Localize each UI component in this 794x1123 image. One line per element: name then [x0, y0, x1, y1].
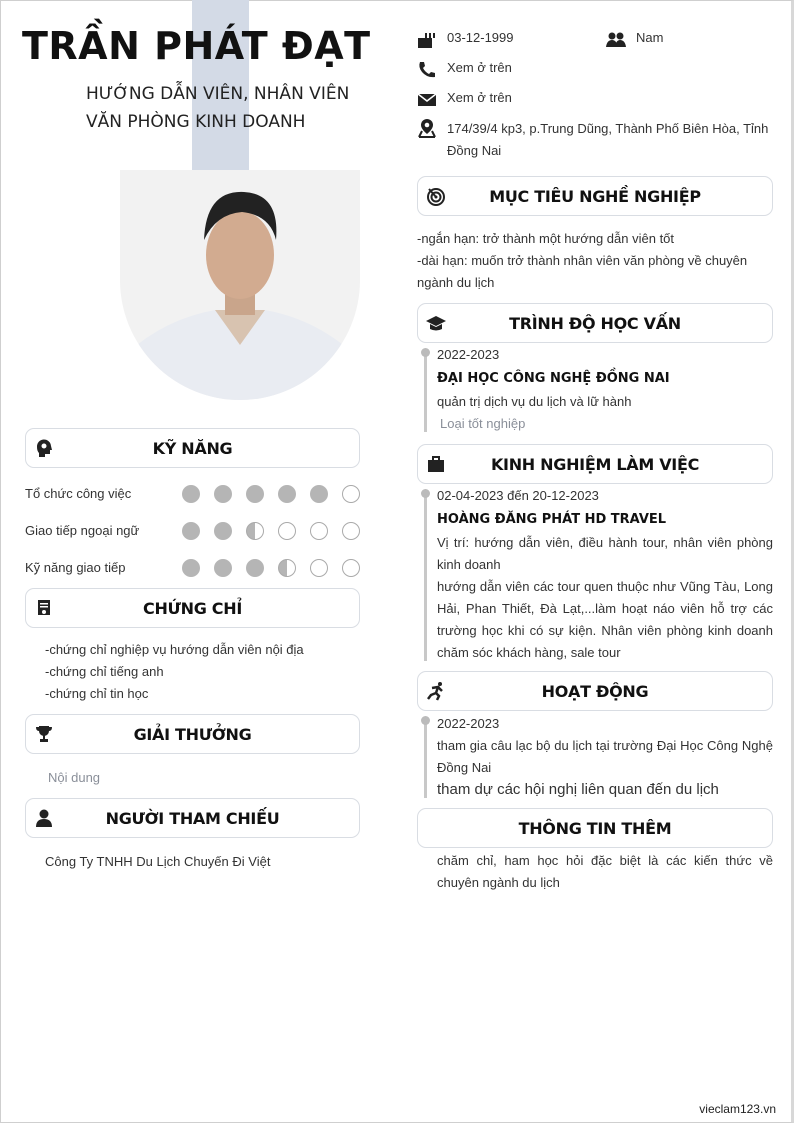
awards-content: Nội dung [48, 770, 101, 785]
section-header-activities [417, 671, 773, 711]
section-header-education [417, 303, 773, 343]
timeline-line [424, 720, 427, 798]
phone-field [417, 60, 512, 80]
skill-rating-dot [182, 522, 200, 540]
envelope-icon [417, 90, 437, 110]
section-title: GIẢI THƯỞNG [133, 724, 252, 744]
certificate-item: -chứng chỉ tiếng anh [45, 664, 164, 679]
education-major: quản trị dịch vụ du lịch và lữ hành [437, 394, 632, 409]
skill-rating-dot [278, 485, 296, 503]
skill-rating-dot [246, 522, 264, 540]
skill-rating-dot [342, 559, 360, 577]
birthday-cake-icon [417, 30, 437, 50]
certificate-icon [34, 598, 54, 618]
target-icon [426, 186, 446, 206]
skill-rating-dot [182, 485, 200, 503]
skill-rating-dot [310, 522, 328, 540]
avatar [120, 170, 360, 400]
experience-description: hướng dẫn viên các tour quen thuộc như Vũng Tàu, Long Hải, Phan Thiết, Đà Lạt,...làm hoạt náo viên hỗ trợ các trường học khi có sự kiện. Nhân viên phòng kinh doanh chăm sóc khách hàng, sale tour [437, 579, 773, 660]
timeline-line [424, 352, 427, 432]
objective-line: -ngắn hạn: trở thành một hướng dẫn viên tốt [417, 231, 675, 246]
section-header-skills [25, 428, 360, 468]
section-title: CHỨNG CHỈ [143, 598, 242, 618]
certificate-item: -chứng chỉ nghiệp vụ hướng dẫn viên nội địa [45, 642, 304, 657]
skill-rating-dot [342, 522, 360, 540]
section-header-awards [25, 714, 360, 754]
phone-icon [417, 60, 437, 80]
section-title: MỤC TIÊU NGHỀ NGHIỆP [489, 186, 701, 206]
address-value: 174/39/4 kp3, p.Trung Dũng, Thành Phố Biên Hòa, Tỉnh Đồng Nai [447, 121, 769, 158]
experience-role: Vị trí: hướng dẫn viên, điều hành tour, nhân viên phòng kinh doanh [437, 535, 773, 572]
section-title: NGƯỜI THAM CHIẾU [105, 808, 280, 828]
skill-rating-dot [310, 485, 328, 503]
birthday-field [417, 30, 514, 50]
experience-entry [437, 485, 773, 664]
activities-entry [437, 713, 773, 801]
activity-time: 2022-2023 [437, 716, 500, 731]
section-title: THÔNG TIN THÊM [518, 818, 672, 838]
footer-brand: vieclam123.vn [699, 1102, 776, 1116]
certificate-item: -chứng chỉ tin học [45, 686, 149, 701]
education-time: 2022-2023 [437, 347, 500, 362]
birthday-value: 03-12-1999 [447, 30, 514, 45]
skill-row [25, 521, 360, 541]
skill-row [25, 558, 360, 578]
skill-rating-dot [246, 485, 264, 503]
skill-row [25, 484, 360, 504]
education-school: ĐẠI HỌC CÔNG NGHỆ ĐỒNG NAI [437, 371, 670, 386]
experience-company: HOÀNG ĐĂNG PHÁT HD TRAVEL [437, 512, 667, 527]
running-icon [426, 681, 446, 701]
candidate-name: TRẦN PHÁT ĐẠT [22, 24, 371, 68]
skill-label: Giao tiếp ngoại ngữ [25, 523, 140, 538]
phone-value: Xem ở trên [447, 60, 512, 75]
section-header-experience [417, 444, 773, 484]
email-value: Xem ở trên [447, 90, 512, 105]
section-header-objective [417, 176, 773, 216]
map-marker-icon [417, 118, 437, 138]
gender-value: Nam [636, 30, 664, 45]
skill-rating-dot [214, 559, 232, 577]
skill-rating-dot [214, 485, 232, 503]
skill-rating-dot [246, 559, 264, 577]
education-grade: Loại tốt nghiệp [440, 416, 526, 431]
skill-label: Kỹ năng giao tiếp [25, 560, 126, 575]
section-header-certificates [25, 588, 360, 628]
email-field [417, 90, 512, 110]
skill-rating-dot [182, 559, 200, 577]
skill-rating-dot [310, 559, 328, 577]
extra-info-content: chăm chỉ, ham học hỏi đặc biệt là các kiến thức về chuyên ngành du lịch [437, 853, 773, 890]
section-header-references [25, 798, 360, 838]
skill-rating-dot [214, 522, 232, 540]
trophy-icon [34, 724, 54, 744]
head-bulb-icon [34, 438, 54, 458]
certificates-list [45, 639, 304, 705]
timeline-line [424, 493, 427, 661]
users-icon [606, 30, 626, 50]
references-content: Công Ty TNHH Du Lịch Chuyến Đi Việt [45, 854, 271, 869]
section-title: KINH NGHIỆM LÀM VIỆC [490, 454, 700, 474]
section-title: TRÌNH ĐỘ HỌC VẤN [509, 313, 681, 333]
activity-line: tham dự các hội nghị liên quan đến du lịch [437, 781, 719, 798]
skill-rating-dot [278, 522, 296, 540]
gender-field [606, 30, 663, 50]
address-field [417, 118, 773, 162]
objective-content [417, 228, 773, 294]
skill-rating-dot [342, 485, 360, 503]
graduation-cap-icon [426, 313, 446, 333]
education-entry [437, 344, 773, 435]
skill-rating-dot [278, 559, 296, 577]
skill-label: Tổ chức công việc [25, 486, 132, 501]
user-icon [34, 808, 54, 828]
section-title: HOẠT ĐỘNG [541, 681, 649, 701]
briefcase-icon [426, 454, 446, 474]
objective-line: -dài hạn: muốn trở thành nhân viên văn phòng về chuyên ngành du lịch [417, 253, 748, 290]
activity-line: tham gia câu lạc bộ du lịch tại trường Đại Học Công Nghệ Đồng Nai [437, 738, 773, 775]
section-header-extra-info [417, 808, 773, 848]
candidate-position: HƯỚNG DẪN VIÊN, NHÂN VIÊN VĂN PHÒNG KINH DOANH [86, 84, 350, 132]
experience-time: 02-04-2023 đến 20-12-2023 [437, 488, 599, 503]
section-title: KỸ NĂNG [152, 438, 233, 458]
